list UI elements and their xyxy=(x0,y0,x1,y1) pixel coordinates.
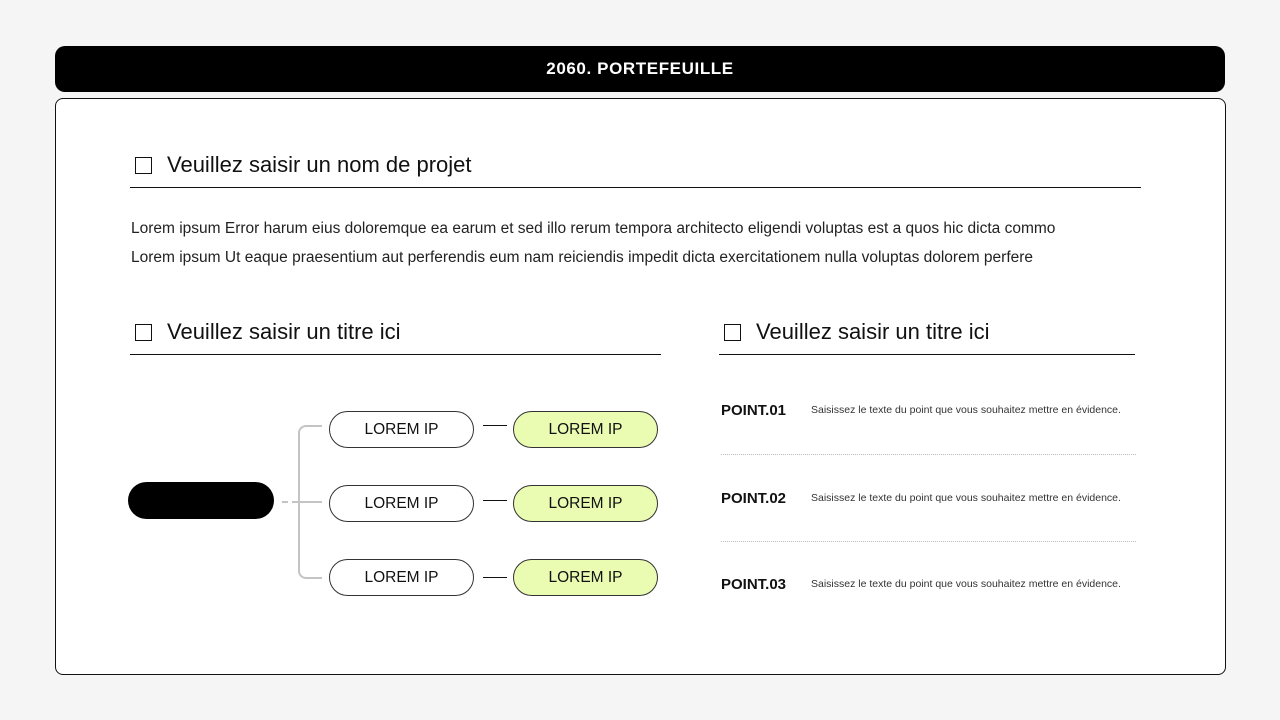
description-line: Lorem ipsum Error harum eius doloremque ea earum et sed illo rerum tempora architecto eligendi voluptas est a quos hic dicta commo xyxy=(131,220,1056,237)
root-connector xyxy=(282,501,298,503)
checkbox-icon[interactable] xyxy=(135,324,152,341)
tree-leaf-label: LOREM IP xyxy=(548,568,623,586)
header-bar xyxy=(55,46,1225,92)
node-connector xyxy=(483,425,507,426)
tree-leaf-node xyxy=(513,411,658,448)
tree-root-node xyxy=(128,482,274,519)
point-text: Saisissez le texte du point que vous souhaitez mettre en évidence. xyxy=(811,404,1121,416)
right-section-heading xyxy=(719,310,1135,355)
tree-leaf-label: LOREM IP xyxy=(548,420,623,438)
header-title: 2060. PORTEFEUILLE xyxy=(546,59,734,78)
point-text: Saisissez le texte du point que vous souhaitez mettre en évidence. xyxy=(811,578,1121,590)
description-line: Lorem ipsum Ut eaque praesentium aut perferendis eum nam reiciendis impedit dicta exercitationem nulla voluptas dolorem perfere xyxy=(131,249,1034,266)
point-item xyxy=(721,555,1136,613)
tree-node xyxy=(329,559,474,596)
tree-node xyxy=(329,411,474,448)
checkbox-icon[interactable] xyxy=(135,157,152,174)
tree-leaf-node xyxy=(513,485,658,522)
node-connector xyxy=(483,577,507,578)
tree-node xyxy=(329,485,474,522)
point-divider xyxy=(721,454,1136,455)
project-description xyxy=(131,214,1131,272)
right-section-title: Veuillez saisir un titre ici xyxy=(756,319,990,344)
tree-node-label: LOREM IP xyxy=(364,420,439,438)
project-title: Veuillez saisir un nom de projet xyxy=(167,152,472,177)
bracket-tick xyxy=(298,501,322,503)
point-item xyxy=(721,469,1136,527)
tree-leaf-label: LOREM IP xyxy=(548,494,623,512)
point-text: Saisissez le texte du point que vous souhaitez mettre en évidence. xyxy=(811,492,1121,504)
node-connector xyxy=(483,500,507,501)
point-label: POINT.03 xyxy=(721,575,787,593)
tree-node-label: LOREM IP xyxy=(364,568,439,586)
point-item xyxy=(721,381,1136,439)
point-divider xyxy=(721,541,1136,542)
point-label: POINT.01 xyxy=(721,401,787,419)
content-card xyxy=(55,98,1226,675)
tree-node-label: LOREM IP xyxy=(364,494,439,512)
tree-leaf-node xyxy=(513,559,658,596)
left-section-title: Veuillez saisir un titre ici xyxy=(167,319,401,344)
project-heading xyxy=(130,143,1141,188)
left-section-heading xyxy=(130,310,661,355)
point-label: POINT.02 xyxy=(721,489,787,507)
checkbox-icon[interactable] xyxy=(724,324,741,341)
